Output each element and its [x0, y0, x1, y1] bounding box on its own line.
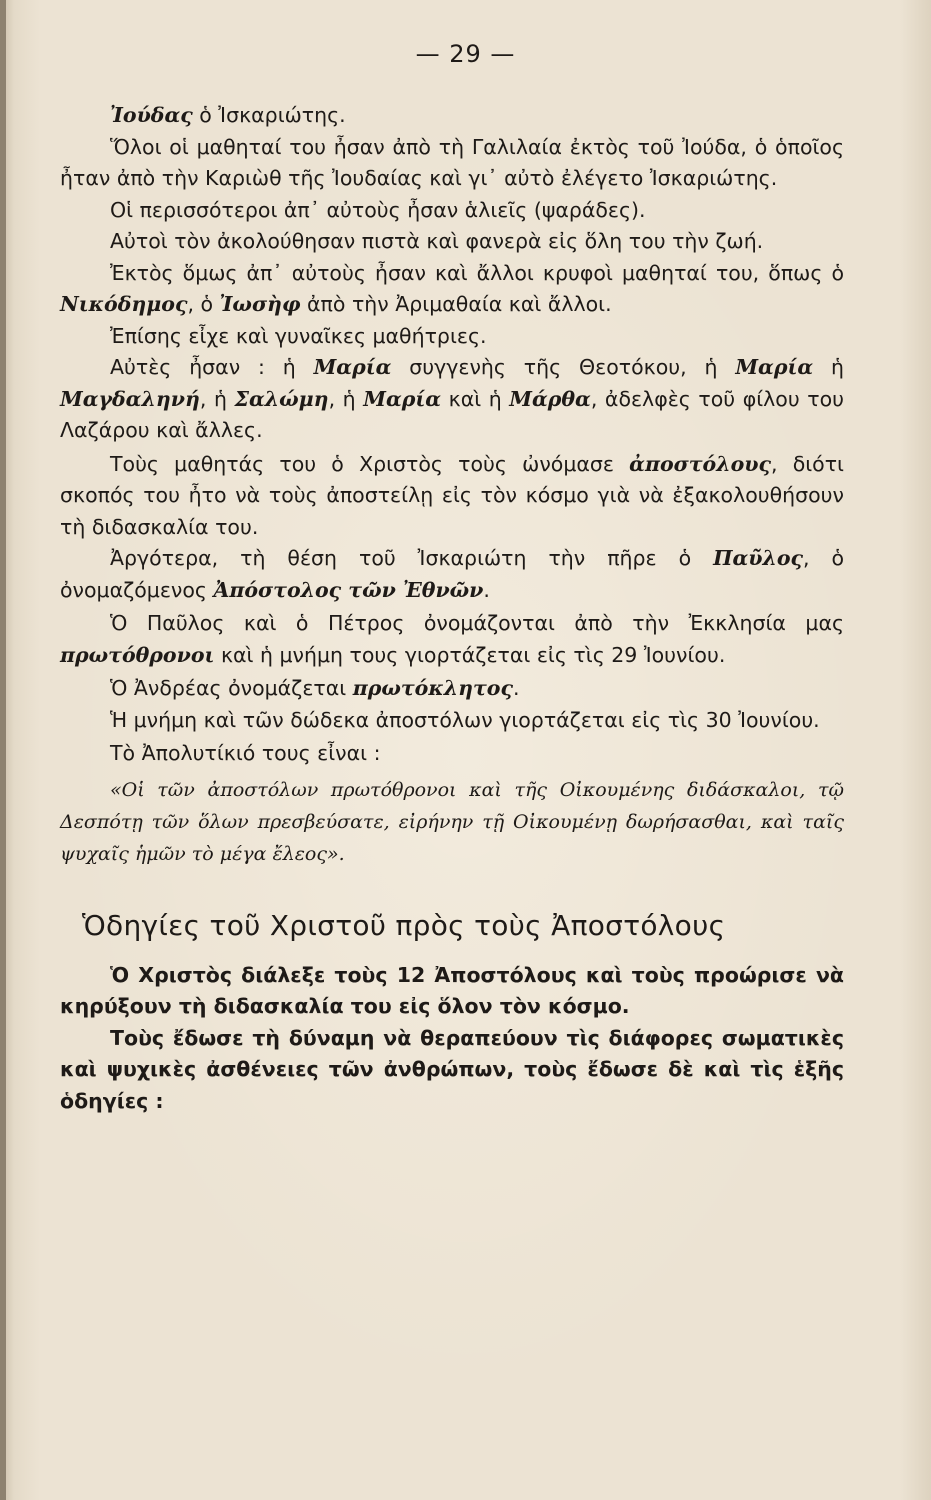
paragraph-text: καὶ ἡ	[441, 386, 510, 411]
paragraph-paul	[60, 543, 844, 606]
paragraph-women-names	[60, 352, 844, 447]
paragraph-text: ὁ Ἰσκαριώτης.	[192, 103, 346, 127]
paragraph-andrew	[60, 673, 844, 705]
paragraph-text: .	[483, 577, 490, 602]
emphasis-name: Μαγδαληνή	[60, 386, 200, 411]
paragraph-apolytikion-intro: Τὸ Ἀπολυτίκιό τους εἶναι :	[110, 741, 381, 765]
emphasis-name: Μαρία	[735, 355, 814, 379]
paragraph-text: .	[512, 676, 520, 700]
paragraph-apostles-named	[60, 449, 844, 544]
paragraph-text: , ἡ	[199, 386, 235, 411]
paragraph-women-disciples: Ἐπίσης εἶχε καὶ γυναῖκες μαθήτριες.	[110, 323, 487, 348]
paragraph-text: , ἡ	[328, 386, 364, 411]
emphasis-name: Νικόδημος	[60, 292, 188, 316]
apolytikion-quote: «Οἱ τῶν ἀποστόλων πρωτόθρονοι καὶ τῆς Οἰκουμένης διδάσκαλοι, τῷ Δεσπότῃ τῶν ὅλων πρεσβεύσατε, εἰρήνην τῇ Οἰκουμένῃ δωρήσασθαι, καὶ ταῖς ψυχαῖς ἡμῶν τὸ μέγα ἔλεος».	[60, 778, 844, 865]
page-binding-edge	[0, 0, 6, 1500]
paragraph-followed: Αὐτοὶ τὸν ἀκολούθησαν πιστὰ καὶ φανερὰ εἰς ὅλη του τὴν ζωή.	[110, 229, 764, 253]
paragraph-text: Ὁ Παῦλος καὶ ὁ Πέτρος ὀνομάζονται ἀπὸ τὴν Ἐκκλησία μας	[110, 611, 844, 635]
emphasis-term: πρωτόκλητος	[352, 676, 513, 700]
paragraph-fishermen: Οἱ περισσότεροι ἀπ᾽ αὐτοὺς ἦσαν ἁλιεῖς (ψαράδες).	[110, 197, 646, 222]
paragraph-text: Ὁ Ἀνδρέας ὀνομάζεται	[110, 676, 353, 700]
paragraph-text: καὶ ἡ μνήμη τους γιορτάζεται εἰς τὶς 29 Ἰουνίου.	[214, 642, 726, 667]
paragraph-secret-disciples	[60, 258, 844, 321]
paragraph-text: Αὐτὲς ἦσαν : ἡ	[110, 355, 314, 379]
section-paragraph-power: Τοὺς ἔδωσε τὴ δύναμη νὰ θεραπεύουν τὶς διάφορες σωματικὲς καὶ ψυχικὲς ἀσθένειες τῶν ἀνθρώπων, τοὺς ἔδωσε δὲ καὶ τὶς ἑξῆς ὁδηγίες :	[60, 1025, 844, 1113]
paragraph-text: , διότι σκοπός του ἦτο νὰ τοὺς ἀποστείλῃ εἰς τὸν κόσμο γιὰ νὰ ἐξακολουθήσουν τὴ διδασκαλία του.	[60, 451, 844, 539]
paragraph-text: , ἀδελφὲς τοῦ φίλου του Λαζάρου καὶ ἄλλες.	[60, 386, 845, 442]
paragraph-text: , ὁ ὀνομαζόμενος	[60, 546, 844, 602]
paragraph-paul-peter	[60, 608, 844, 671]
emphasis-term: πρωτόθρονοι	[60, 642, 215, 667]
section-paragraph-chosen: Ὁ Χριστὸς διάλεξε τοὺς 12 Ἀποστόλους καὶ τοὺς προώρισε νὰ κηρύξουν τὴ διδασκαλία του εἰς ὅλον τὸν κόσμο.	[60, 962, 844, 1018]
emphasis-name: Σαλώμη	[234, 386, 329, 411]
paragraph-text: ἀπὸ τὴν Ἀριμαθαία καὶ ἄλλοι.	[300, 292, 612, 316]
paragraph-text: συγγενὴς τῆς Θεοτόκου, ἡ	[391, 355, 736, 379]
paragraph-text: ἡ	[813, 355, 845, 379]
emphasis-name: Μάρθα	[509, 386, 591, 411]
emphasis-name: Ἰωσὴφ	[219, 292, 301, 316]
emphasis-name: Ἰούδας	[110, 103, 193, 127]
paragraph-text: , ὁ	[187, 292, 220, 316]
paragraph-galilee: Ὅλοι οἱ μαθηταί του ἦσαν ἀπὸ τὴ Γαλιλαία ἐκτὸς τοῦ Ἰούδα, ὁ ὁποῖος ἦταν ἀπὸ τὴν Καριὼθ τῆς Ἰουδαίας καὶ γι᾽ αὐτὸ ἐλέγετο Ἰσκαριώτης.	[60, 134, 844, 190]
section-heading: Ὁδηγίες τοῦ Χριστοῦ πρὸς τοὺς Ἀποστόλους	[82, 908, 726, 942]
paragraph-text: Τοὺς μαθητάς του ὁ Χριστὸς τοὺς ὠνόμασε	[110, 451, 630, 476]
emphasis-term: Ἀπόστολος τῶν Ἐθνῶν	[213, 577, 484, 602]
paragraph-text: Ἀργότερα, τὴ θέση τοῦ Ἰσκαριώτη τὴν πῆρε ὁ	[110, 546, 714, 570]
section-body	[60, 960, 844, 1118]
paragraph-iudas-title	[60, 100, 844, 132]
emphasis-name: Παῦλος	[713, 546, 803, 570]
emphasis-name: Μαρία	[363, 386, 442, 411]
emphasis-term: ἀποστόλους	[629, 451, 771, 476]
page-body	[60, 100, 844, 1117]
emphasis-name: Μαρία	[313, 355, 392, 379]
paragraph-text: Ἐκτὸς ὅμως ἀπ᾽ αὐτοὺς ἦσαν καὶ ἄλλοι κρυφοὶ μαθηταί του, ὅπως ὁ	[110, 260, 844, 285]
paragraph-twelve-feast: Ἡ μνήμη καὶ τῶν δώδεκα ἀποστόλων γιορτάζεται εἰς τὶς 30 Ἰουνίου.	[110, 707, 820, 732]
page-number: — 29 —	[415, 40, 516, 68]
